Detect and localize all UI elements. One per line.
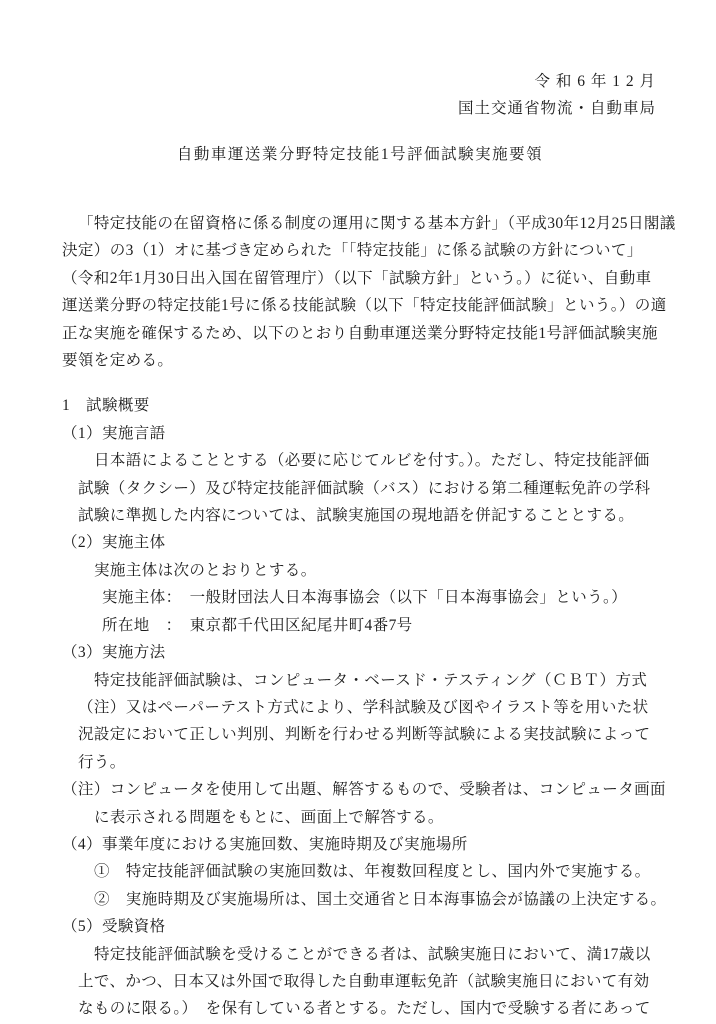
text-line: ① 特定技能評価試験の実施回数は、年複数回程度とし、国内外で実施する。 — [94, 863, 651, 881]
text-line: 運送業分野の特定技能1号に係る技能試験（以下「特定技能評価試験」という。）の適 — [62, 297, 667, 315]
text-line: なものに限る。） を保有している者とする。ただし、国内で受験する者にあって — [78, 1000, 651, 1018]
text-line: 日本語によることとする（必要に応じてルビを付す。）。ただし、特定技能評価 — [94, 452, 650, 470]
text-line: 1 試験概要 — [62, 397, 150, 415]
text-line: 特定技能評価試験は、コンピュータ・ベースド・テスティング（ＣＢＴ）方式 — [94, 671, 648, 689]
text-line: 況設定において正しい判別、判断を行わせる判断等試験による実技試験によって — [78, 726, 651, 744]
paragraph-gap — [62, 374, 658, 392]
text-line: （1）実施言語 — [62, 424, 166, 442]
text-line: （5）受験資格 — [62, 918, 166, 936]
text-line: 要領を定める。 — [62, 352, 174, 370]
text-line: に表示される問題をもとに、画面上で解答する。 — [94, 808, 444, 826]
organization-line: 国土交通省物流・自動車局 — [457, 100, 656, 117]
text-line: ② 実施時期及び実施場所は、国土交通省と日本海事協会が協議の上決定する。 — [94, 890, 667, 908]
document-title: 自動車運送業分野特定技能1号評価試験実施要領 — [176, 146, 544, 163]
text-line: 実施主体： 一般財団法人日本海事協会（以下「日本海事協会」という。） — [102, 589, 628, 607]
text-line: （3）実施方法 — [62, 644, 166, 662]
text-line: 試験（タクシー）及び特定技能評価試験（バス）における第二種運転免許の学科 — [78, 479, 651, 497]
document-header — [62, 68, 658, 122]
document-body — [62, 210, 676, 1023]
text-line: 決定）の3（1）オに基づき定められた「「特定技能」に係る試験の方針について」 — [62, 242, 643, 260]
text-line: 上で、かつ、日本又は外国で取得した自動車運転免許（試験実施日において有効 — [78, 972, 650, 990]
text-line: 行う。 — [78, 753, 126, 771]
text-line: （2）実施主体 — [62, 534, 166, 552]
text-line: （注）コンピュータを使用して出題、解答するもので、受験者は、コンピュータ画面 — [62, 781, 666, 799]
text-line: （4）事業年度における実施回数、実施時期及び実施場所 — [62, 835, 468, 853]
text-line: 特定技能評価試験を受けることができる者は、試験実施日において、満17歳以 — [94, 945, 651, 963]
text-line: 正な実施を確保するため、以下のとおり自動車運送業分野特定技能1号評価試験実施 — [62, 324, 658, 342]
text-line: 「特定技能の在留資格に係る制度の運用に関する基本方針」（平成30年12月25日閣議 — [78, 215, 676, 232]
text-line: （注）又はペーパーテスト方式により、学科試験及び図やイラスト等を用いた状 — [78, 698, 649, 716]
text-line: （令和2年1月30日出入国在留管理庁）（以下「試験方針」という。）に従い、自動車 — [62, 269, 652, 287]
text-line: 実施主体は次のとおりとする。 — [94, 561, 317, 579]
date-line: 令 和 6 年 1 2 月 — [534, 73, 656, 90]
text-line: 試験に準拠した内容については、試験実施国の現地語を併記することとする。 — [78, 507, 635, 525]
text-line: 所在地 ： 東京都千代田区紀尾井町4番7号 — [102, 616, 413, 634]
